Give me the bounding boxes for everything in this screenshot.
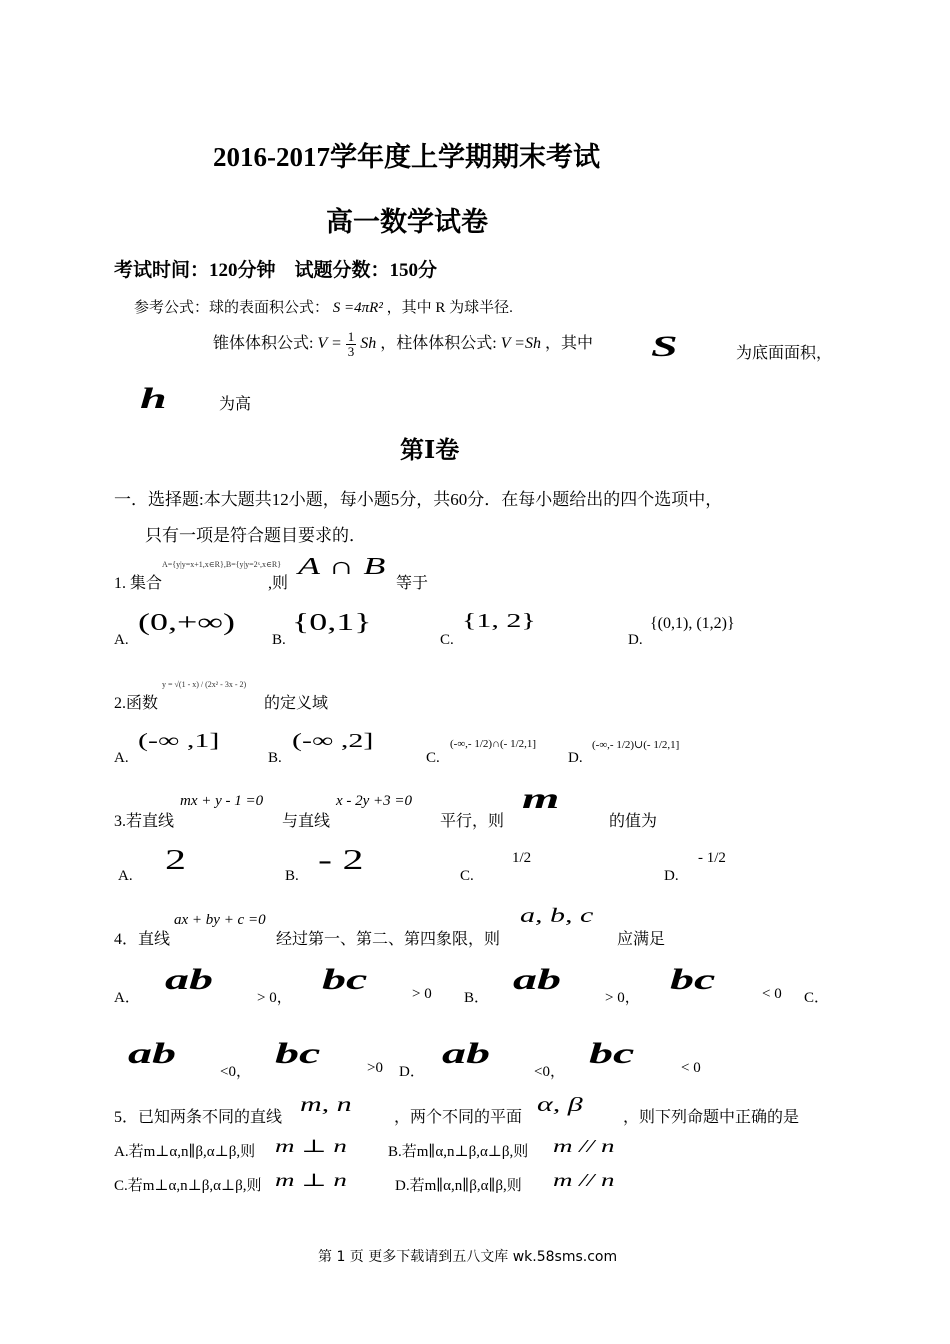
formula-line-1: [134, 296, 513, 317]
q5-option-c-result: m ⊥ n: [275, 1170, 347, 1190]
q4-vars: a, b, c: [520, 905, 594, 927]
q3-suffix-1: 平行，则: [440, 813, 505, 830]
formula-prefix: 参考公式：球的表面积公式：: [134, 300, 330, 316]
q4-option-d-label: D．: [399, 1064, 425, 1080]
q2-option-c-label: C.: [426, 750, 440, 766]
q5-mid: ，两个不同的平面: [394, 1109, 523, 1126]
q3-mid: 与直线: [282, 813, 331, 830]
q4-suffix: 应满足: [617, 931, 666, 948]
q2-option-b: (-∞ ,2]: [292, 730, 374, 752]
q4-b-bc-sign: < 0: [762, 986, 782, 1002]
sphere-formula: S =4πR²: [332, 300, 383, 316]
q2-prefix: 2.函数: [114, 695, 159, 712]
formula-suffix: ，其中 R 为球半径.: [386, 300, 513, 316]
q4-c-bc: bc: [275, 1037, 321, 1070]
q4-a-bc-sign: > 0: [412, 986, 432, 1002]
q2-option-d: (-∞,- 1/2)∪(- 1/2,1]: [592, 739, 680, 751]
q1-set-definition: A={y|y=x+1,x∈R},B={y|y=2ˣ,x∈R}: [162, 560, 282, 569]
q4-option-a-label: A．: [114, 990, 140, 1006]
q4-b-bc: bc: [670, 963, 716, 996]
q5-option-d: D.若m∥α,n∥β,α∥β,则: [395, 1178, 522, 1194]
page-footer: 第 1 页 更多下载请到五八文库 wk.58sms.com: [318, 1249, 618, 1265]
cone-sh: Sh: [360, 335, 377, 353]
q1-option-d-label: D.: [628, 632, 643, 648]
q4-option-c-label: C．: [804, 990, 830, 1006]
q1-expr: A ∩ B: [298, 554, 386, 580]
q3-option-c-label: C.: [460, 868, 474, 884]
s-symbol: S: [651, 330, 678, 363]
q4-d-bc-sign: < 0: [681, 1060, 701, 1076]
cone-label: 锥体体积公式:: [213, 335, 314, 353]
q2-option-d-label: D.: [568, 750, 583, 766]
q3-option-b-label: B.: [285, 868, 299, 884]
q5-prefix: 5．已知两条不同的直线: [114, 1109, 283, 1126]
q1-option-a: (0,+∞): [138, 610, 235, 636]
q4-option-b-label: B．: [464, 990, 490, 1006]
q4-mid: 经过第一、第二、第四象限，则: [276, 931, 501, 948]
q4-b-ab: ab: [513, 963, 561, 996]
section-instruction-2: 只有一项是符合题目要求的．: [145, 526, 366, 545]
q4-c-ab-sign: <0，: [220, 1064, 251, 1080]
q4-d-ab-sign: <0，: [534, 1064, 565, 1080]
q5-planes: α, β: [537, 1094, 583, 1116]
q4-d-bc: bc: [589, 1037, 635, 1070]
q5-option-a-result: m ⊥ n: [275, 1136, 347, 1156]
q5-option-b: B.若m∥α,n⊥β,α⊥β,则: [388, 1144, 529, 1160]
q4-d-ab: ab: [442, 1037, 490, 1070]
q4-c-bc-sign: >0: [367, 1060, 383, 1076]
cone-v: V =: [317, 335, 342, 353]
q5-option-a: A.若m⊥α,n∥β,α⊥β,则: [114, 1144, 256, 1160]
q5-lines: m, n: [300, 1094, 352, 1116]
q3-option-a-label: A.: [118, 868, 133, 884]
q3-option-d: - 1/2: [698, 850, 726, 866]
q1-option-d: {(0,1), (1,2)}: [650, 615, 735, 632]
q3-option-d-label: D.: [664, 868, 679, 884]
q3-option-c: 1/2: [512, 850, 532, 866]
cylinder-label: ，柱体体积公式:: [380, 335, 497, 353]
paper-subtitle: 高一数学试卷: [326, 207, 488, 237]
q4-a-ab-sign: > 0，: [257, 990, 292, 1006]
q5-option-b-result: m // n: [553, 1136, 615, 1156]
q4-prefix: 4．直线: [114, 931, 171, 948]
q3-prefix: 3.若直线: [114, 813, 175, 830]
q3-line-1: mx + y - 1 =0: [180, 793, 264, 809]
q1-mid: ,则: [268, 575, 289, 592]
q1-option-c: {1, 2}: [462, 610, 536, 632]
q1-option-a-label: A.: [114, 632, 129, 648]
q5-option-c: C.若m⊥α,n⊥β,α⊥β,则: [114, 1178, 262, 1194]
q2-option-c: (-∞,- 1/2)∩(- 1/2,1]: [450, 738, 537, 750]
q1-prefix: 1. 集合: [114, 575, 163, 592]
q4-line: ax + by + c =0: [174, 912, 266, 928]
q3-suffix-2: 的值为: [609, 813, 658, 830]
q3-option-b: - 2: [318, 845, 364, 876]
section-title: 第Ⅰ卷: [400, 438, 460, 464]
q2-option-a-label: A.: [114, 750, 129, 766]
exam-title: 2016-2017学年度上学期期末考试: [213, 142, 600, 172]
q4-b-ab-sign: > 0，: [605, 990, 640, 1006]
q3-m-symbol: m: [522, 782, 560, 815]
q3-line-2: x - 2y +3 =0: [336, 793, 413, 809]
height-text: 为高: [219, 396, 252, 413]
h-symbol: h: [140, 382, 167, 415]
where-text: ，其中: [544, 335, 593, 353]
q1-option-b: {0,1}: [292, 610, 372, 636]
formula-line-2: [213, 330, 593, 359]
q4-a-bc: bc: [322, 963, 368, 996]
q1-option-b-label: B.: [272, 632, 286, 648]
q2-suffix: 的定义域: [264, 695, 329, 712]
q1-option-c-label: C.: [440, 632, 454, 648]
q5-suffix: ，则下列命题中正确的是: [623, 1109, 800, 1126]
q2-option-b-label: B.: [268, 750, 282, 766]
q2-function: y = √(1 - x) / (2x² - 3x - 2): [162, 680, 247, 689]
q2-option-a: (-∞ ,1]: [138, 730, 220, 752]
cylinder-formula: V =Sh: [500, 335, 541, 353]
section-instruction-1: 一．选择题:本大题共12小题，每小题5分，共60分．在每小题给出的四个选项中，: [114, 490, 723, 509]
fraction-one-third: $\frac{1}{3}$: [347, 329, 355, 359]
exam-info: 考试时间：120分钟 试题分数：150分: [114, 260, 438, 281]
q4-c-ab: ab: [128, 1037, 176, 1070]
q3-option-a: 2: [165, 845, 186, 876]
base-area-text: 为底面面积，: [736, 345, 833, 362]
q1-suffix: 等于: [396, 575, 429, 592]
q5-option-d-result: m // n: [553, 1170, 615, 1190]
q4-a-ab: ab: [165, 963, 213, 996]
